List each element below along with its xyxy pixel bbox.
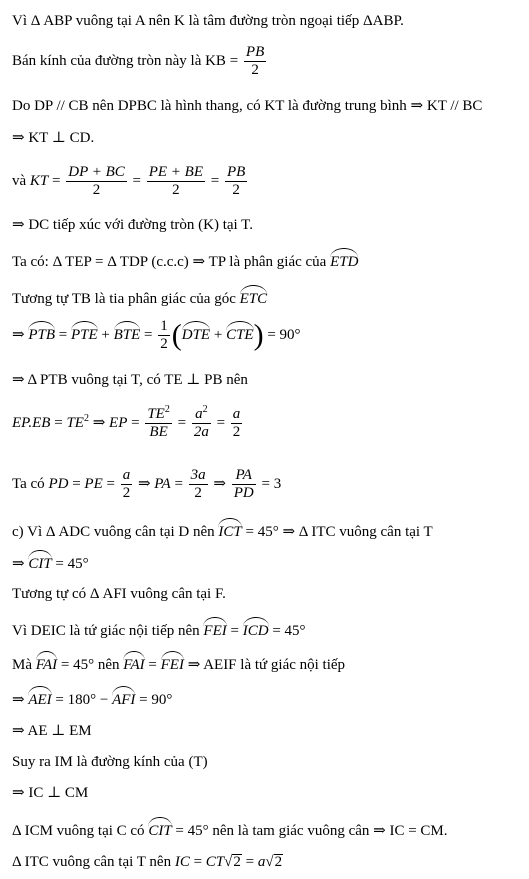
- angle-fai: FAI: [123, 651, 144, 674]
- angle-cit: CIT: [28, 550, 51, 573]
- angle-afi: AFI: [112, 686, 135, 709]
- angle-pte: PTE: [71, 321, 98, 344]
- line-11: [12, 406, 244, 441]
- line-8: [12, 285, 267, 308]
- kt-symbol: KT: [29, 172, 49, 189]
- implies-arrow: ⇒: [213, 475, 226, 492]
- angle-fei: FEI: [203, 617, 226, 640]
- line-2-text: Bán kính của đường tròn này là KB =: [12, 52, 239, 69]
- result-90: = 90°: [267, 326, 301, 343]
- te: TE: [66, 414, 84, 431]
- line-14: [12, 550, 89, 573]
- equals: =: [132, 172, 141, 189]
- implies-arrow: ⇒: [12, 326, 25, 343]
- pd: PD: [48, 475, 69, 492]
- equals: =: [210, 172, 220, 189]
- equals: =: [230, 623, 239, 639]
- line-2: [12, 44, 268, 79]
- equals: =: [174, 475, 183, 492]
- fraction-pb-2: $\frac{PB}{2}$: [245, 44, 265, 78]
- line-23: Δ ITC vuông cân tại T nên IC = CT√2 = a√2: [12, 854, 283, 870]
- equals: =: [72, 475, 81, 492]
- line-5-text: và: [12, 172, 27, 189]
- ep: EP: [109, 414, 128, 431]
- angle-fai: FAI: [36, 651, 57, 674]
- line-17-post: ⇒ AEIF là tứ giác nội tiếp: [187, 657, 346, 673]
- line-18: [12, 686, 172, 709]
- fraction-pb: $\frac{PB}{2}$: [226, 164, 246, 198]
- line-6: ⇒ DC tiếp xúc với đường tròn (K) tại T.: [12, 217, 253, 233]
- angle-bte: BTE: [114, 321, 141, 344]
- equals: =: [245, 854, 255, 870]
- line-13: [12, 518, 433, 541]
- implies-arrow: ⇒: [12, 556, 25, 572]
- equals: =: [106, 475, 115, 492]
- pe: PE: [84, 475, 103, 492]
- fraction-a-2: $\frac{a}{2}$: [122, 467, 131, 501]
- line-3: Do DP // CB nên DPBC là hình thang, có KT là đường trung bình ⇒ KT // BC: [12, 98, 483, 114]
- line-21: ⇒ IC ⊥ CM: [12, 785, 89, 801]
- pa: PA: [154, 475, 171, 492]
- angle-icd: ICD: [243, 617, 269, 640]
- equals: =: [148, 657, 157, 673]
- line-17-text: Mà: [12, 657, 32, 673]
- line-20: Suy ra IM là đường kính của (T): [12, 754, 208, 770]
- equals: =: [58, 326, 68, 343]
- equals: =: [52, 172, 61, 189]
- line-10: ⇒ Δ PTB vuông tại T, có TE ⊥ PB nên: [12, 372, 248, 388]
- line-17: [12, 651, 345, 674]
- right-paren: ): [253, 318, 264, 352]
- line-18-mid: = 180° −: [55, 692, 109, 708]
- line-12-text: Ta có: [12, 475, 45, 492]
- line-7: [12, 248, 358, 271]
- implies-arrow: ⇒: [137, 475, 151, 492]
- line-13-post: = 45° ⇒ Δ ITC vuông cân tại T: [245, 524, 433, 540]
- result-90: = 90°: [139, 692, 173, 708]
- equals: =: [177, 414, 187, 431]
- equals: =: [54, 414, 63, 431]
- implies-arrow: ⇒: [92, 414, 106, 431]
- ct: CT: [205, 854, 225, 870]
- line-13-text: c) Vì Δ ADC vuông cân tại D nên: [12, 524, 215, 540]
- line-15: Tương tự có Δ AFI vuông cân tại F.: [12, 586, 226, 602]
- equals: =: [131, 414, 140, 431]
- line-22-text: Δ ICM vuông tại C có: [12, 823, 145, 839]
- line-7-text: Ta có: Δ TEP = Δ TDP (c.c.c) ⇒ TP là phân giác của: [12, 254, 327, 270]
- equals: =: [193, 854, 203, 870]
- fraction-te2-be: $\frac{TE^2}{BE}$: [147, 404, 170, 440]
- exponent: 2: [83, 412, 89, 424]
- angle-ptb: PTB: [28, 321, 55, 344]
- fraction-dp-bc: $\frac{DP + BC}{2}$: [68, 164, 125, 198]
- plus: +: [213, 326, 223, 343]
- angle-aei: AEI: [28, 686, 51, 709]
- line-4: ⇒ KT ⊥ CD.: [12, 130, 95, 146]
- line-16: [12, 617, 306, 640]
- line-16-text: Vì DEIC là tứ giác nội tiếp nên: [12, 623, 200, 639]
- ic: IC: [174, 854, 190, 870]
- angle-etc: ETC: [240, 285, 268, 308]
- line-23-text: Δ ITC vuông cân tại T nên: [12, 854, 172, 870]
- angle-etd: ETD: [330, 248, 358, 271]
- ep-eb: EP.EB: [12, 414, 51, 431]
- fraction-pe-be: $\frac{PE + BE}{2}$: [148, 164, 204, 198]
- angle-cte: CTE: [226, 321, 254, 344]
- fraction-pa-pd: $\frac{PA}{PD}$: [233, 467, 254, 501]
- sqrt-2: 2: [233, 854, 241, 870]
- line-22: [12, 817, 448, 840]
- line-19: ⇒ AE ⊥ EM: [12, 723, 92, 739]
- equals: =: [216, 414, 226, 431]
- fraction-a2-2a: $\frac{a^2}{2a}$: [193, 404, 209, 440]
- equals: =: [144, 326, 153, 343]
- a: a: [257, 854, 266, 870]
- left-paren: (: [171, 318, 182, 352]
- line-1: Vì Δ ABP vuông tại A nên K là tâm đường tròn ngoại tiếp ΔABP.: [12, 13, 404, 29]
- result-3: = 3: [261, 475, 282, 492]
- implies-arrow: ⇒: [12, 692, 25, 708]
- line-22-post: = 45° nên là tam giác vuông cân ⇒ IC = CM.: [175, 823, 448, 839]
- sqrt-2: 2: [274, 854, 283, 870]
- angle-ict: ICT: [218, 518, 241, 541]
- fraction-half: $\frac{1}{2}$: [160, 318, 168, 352]
- plus: +: [101, 326, 110, 343]
- line-5: [12, 164, 249, 199]
- line-9: [12, 318, 301, 353]
- line-8-text: Tương tự TB là tia phân giác của góc: [12, 291, 236, 307]
- fraction-a-2: $\frac{a}{2}$: [232, 406, 241, 440]
- angle-dte: DTE: [182, 321, 210, 344]
- fraction-3a-2: $\frac{3a}{2}$: [190, 467, 206, 501]
- line-12: [12, 467, 281, 502]
- line-17-mid: = 45° nên: [60, 657, 120, 673]
- angle-fei: FEI: [161, 651, 184, 674]
- result-45: = 45°: [272, 623, 306, 639]
- angle-cit: CIT: [148, 817, 171, 840]
- result-45: = 45°: [55, 556, 89, 572]
